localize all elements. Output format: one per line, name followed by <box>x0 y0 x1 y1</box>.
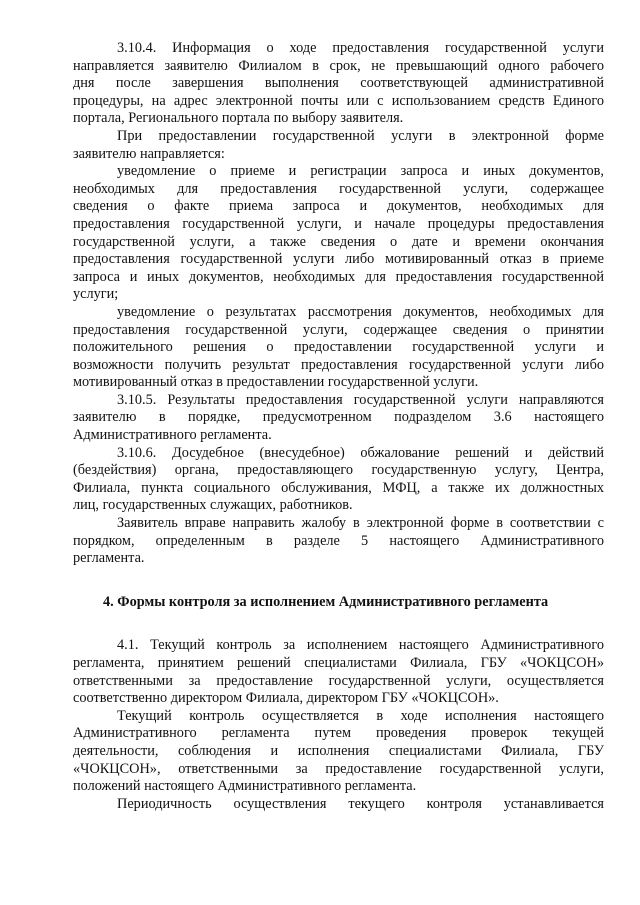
text-line: Периодичность осуществления текущего контроля устанавливается <box>117 795 604 812</box>
text-line: Филиала, пункта социального обслуживания, МФЦ, а также их должностных <box>73 479 604 496</box>
paragraph <box>73 637 604 707</box>
paragraph <box>73 392 604 445</box>
section-4-paragraphs <box>73 637 604 813</box>
text-line: деятельности, соблюдения и исполнения специалистами Филиала, ГБУ <box>73 742 604 759</box>
text-line: дня после завершения выполнения соответствующей административной <box>73 75 604 92</box>
paragraph <box>73 304 604 392</box>
text-line: процедуры, на адрес электронной почты или с использованием средств Единого <box>73 92 604 109</box>
section-heading: 4. Формы контроля за исполнением Административного регламента <box>103 593 549 610</box>
text-line: 3.10.4. Информация о ходе предоставления государственной услуги <box>117 40 604 56</box>
text-line: мотивированный отказ в предоставлении государственной услуги. <box>73 374 479 391</box>
paragraph <box>73 796 604 814</box>
text-line: уведомление о результатах рассмотрения документов, необходимых для <box>117 303 604 320</box>
text-line: регламента, принятием решений специалистами Филиала, ГБУ «ЧОКЦСОН» <box>73 655 604 671</box>
text-line: регламента. <box>73 550 145 567</box>
text-line: 3.10.5. Результаты предоставления государственной услуги направляются <box>117 391 604 408</box>
section-3-paragraphs <box>73 40 604 568</box>
text-line: государственной услуги, а также сведения о дате и времени окончания <box>73 233 604 250</box>
text-line: предоставления государственной услуги, содержащее сведения о принятии <box>73 321 604 338</box>
paragraph <box>73 40 604 128</box>
text-line: сведения о факте приема запроса и документов, необходимых для <box>73 198 604 215</box>
paragraph <box>73 708 604 796</box>
text-line: лиц, государственных служащих, работников. <box>73 497 353 514</box>
text-line: направляется заявителю Филиалом в срок, не превышающий одного рабочего <box>73 57 604 74</box>
text-line: 4.1. Текущий контроль за исполнением настоящего Административного <box>117 637 604 654</box>
text-line: Административного регламента путем проведения проверок текущей <box>73 725 604 742</box>
text-line: запроса и иных документов, необходимых для предоставления государственной <box>73 268 604 285</box>
text-line: услуги; <box>73 286 119 303</box>
text-line: уведомление о приеме и регистрации запроса и иных документов, <box>117 163 604 180</box>
paragraph <box>73 128 604 163</box>
text-line: предоставления государственной услуги, и начале процедуры предоставления <box>73 215 604 232</box>
text-line: необходимых для предоставления государственной услуги, содержащее <box>73 180 604 197</box>
text-line: заявителю в порядке, предусмотренном подразделом 3.6 настоящего <box>73 409 604 426</box>
text-line: (бездействия) органа, предоставляющего государственную услугу, Центра, <box>73 462 604 479</box>
paragraph <box>73 445 604 515</box>
text-line: Текущий контроль осуществляется в ходе исполнения настоящего <box>117 707 604 724</box>
paragraph <box>73 163 604 304</box>
text-line: Административного регламента. <box>73 427 272 444</box>
text-line: положений настоящего Административного регламента. <box>73 778 417 795</box>
text-line: соответственно директором Филиала, директором ГБУ «ЧОКЦСОН». <box>73 690 499 707</box>
text-line: ответственными за предоставление государственной услуги, осуществляется <box>73 672 604 689</box>
paragraph <box>73 515 604 568</box>
text-line: «ЧОКЦСОН», ответственными за предоставление государственной услуги, <box>73 760 604 777</box>
text-line: возможности получить результат предоставления государственной услуги либо <box>73 356 604 373</box>
text-line: предоставления государственной услуги либо мотивированный отказ в приеме <box>73 251 604 268</box>
text-line: Заявитель вправе направить жалобу в электронной форме в соответствии с <box>117 515 604 532</box>
text-line: При предоставлении государственной услуги в электронной форме <box>117 127 604 144</box>
text-line: портала, Регионального портала по выбору заявителя. <box>73 110 404 127</box>
text-line: положительного решения о предоставлении государственной услуги и <box>73 339 604 356</box>
text-line: порядком, определенным в разделе 5 настоящего Административного <box>73 532 604 549</box>
text-line: 3.10.6. Досудебное (внесудебное) обжалование решений и действий <box>117 444 604 461</box>
text-line: заявителю направляется: <box>73 145 225 162</box>
